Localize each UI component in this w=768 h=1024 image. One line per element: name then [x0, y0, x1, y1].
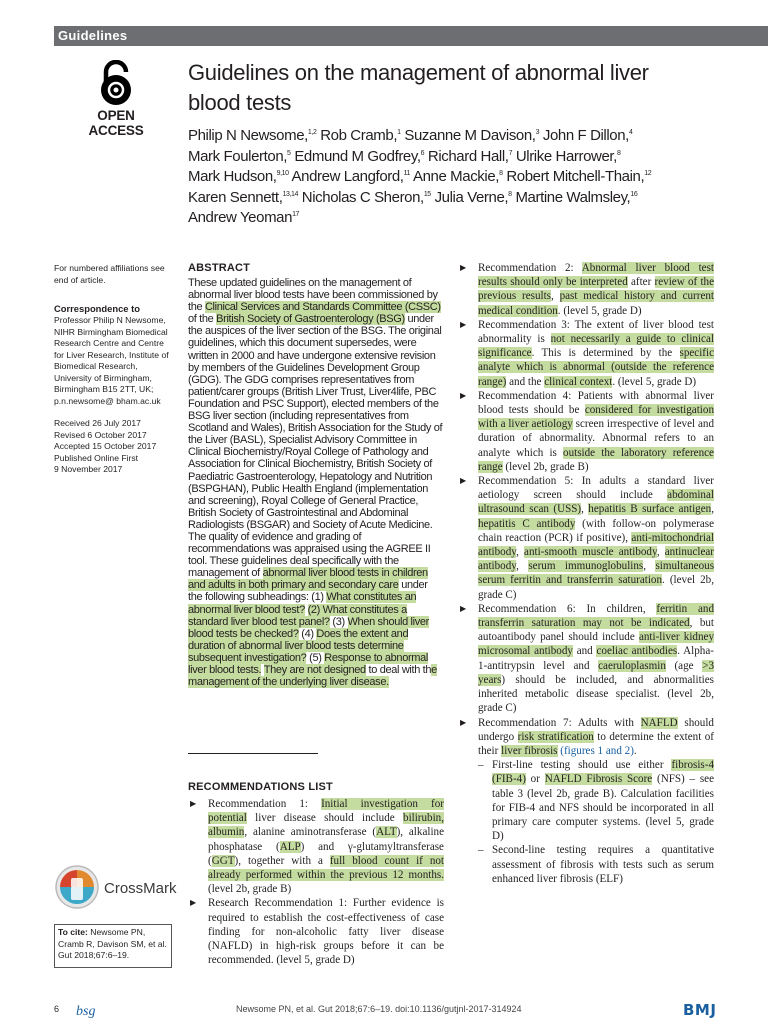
- text-span: Recommendation 5: In adults a standard liver aetiology screen should include: [478, 475, 714, 502]
- highlighted-text: hepatitis C antibody: [478, 517, 576, 530]
- section-label: Guidelines: [58, 28, 128, 43]
- text-span: ,: [581, 503, 589, 516]
- affiliation-number: 8: [499, 170, 503, 177]
- recommendations-column-right: [458, 261, 714, 886]
- page-number: 6: [54, 1004, 60, 1014]
- highlighted-text: abdominal ultrasound scan (USS): [478, 489, 714, 516]
- text-span: (5): [306, 651, 325, 664]
- highlighted-text: ALP: [279, 840, 301, 853]
- author-line: [188, 208, 708, 229]
- text-span: ,: [516, 546, 525, 559]
- open-access-badge: [72, 60, 160, 138]
- recommendation-item: [188, 797, 444, 896]
- text-span: , alanine aminotransferase (: [244, 826, 377, 839]
- text-span: Recommendation 7: Adults with: [478, 716, 641, 729]
- highlighted-text: serum immunoglobulins: [528, 560, 644, 573]
- text-span: (level 2b, grade B): [208, 883, 292, 896]
- text-span: (with follow-on polymerase chain reaction (PCR) if positive),: [478, 517, 715, 544]
- text-span: . (level 2b, grade C): [478, 574, 714, 601]
- affiliation-number: 1: [397, 129, 401, 136]
- crossmark-badge[interactable]: [54, 864, 184, 912]
- highlighted-text: clinical context: [544, 375, 613, 388]
- text-span: Recommendation 2:: [478, 262, 582, 274]
- author-name: Julia Verne,: [430, 188, 509, 206]
- highlighted-text: antinuclear antibody: [478, 546, 714, 573]
- text-span: (4): [298, 627, 317, 640]
- recommendation-item: [458, 602, 714, 716]
- recommendation-item: [458, 261, 714, 318]
- author-name: Karen Sennett,: [188, 188, 283, 206]
- author-name: Richard Hall,: [424, 147, 509, 165]
- highlighted-text: considered for investigation with a liver aetiology: [478, 404, 714, 431]
- recommendation-item: [458, 716, 714, 759]
- text-span: Recommendation 4: Patients with abnormal liver blood tests should be: [478, 389, 714, 417]
- author-name: Edmund M Godfrey,: [290, 147, 421, 165]
- author-line: [188, 126, 708, 147]
- author-name: Anne Mackie,: [410, 168, 500, 185]
- affiliation-number: 5: [287, 149, 291, 157]
- correspondence-heading: Correspondence to: [54, 303, 140, 314]
- text-span: under the auspices of the liver section of the BSG. The original guidelines, which this document supersedes, were written in 2000 and have undergone extensive revision by members of the Guidelines Development Group (GDG). The GDG comprises representatives from patient/carer groups (British Liver Trust, Liver4life, PBC Foundation and PSC Support), elected members of the BSG liver section (including representatives from Scotland and Wales), British Association for the Study of the Liver (BASL), Specialist Advisory Committee in Clinical Biochemistry/Royal College of Pathology and Association for Clinical Biochemistry, British Society of Paediatric Gastroenterology, Hepatology and Nutrition (BSPGHAN), Public Health England (implementation and screening), Royal College of General Practice, British Society of Gastrointestinal and Abdominal Radiologists (BSGAR) and Society of Acute Medicine. The quality of evidence and grading of recommendations was appraised using the AGREE II tool. These guidelines deal specifically with the management of: [188, 313, 443, 580]
- text-span: ) and γ-glutamyltransferase (: [208, 840, 444, 867]
- highlighted-text: fibrosis-4 (FIB-4): [492, 759, 714, 786]
- text-span: ), together with a: [234, 854, 330, 867]
- affiliation-number: 1,2: [307, 129, 317, 136]
- affiliation-number: 3: [535, 129, 540, 136]
- crossmark-label: CrossMark: [104, 880, 177, 897]
- text-span: These updated guidelines on the management of abnormal liver blood tests have been commissioned by the: [188, 277, 438, 314]
- bsg-logo: [74, 1000, 102, 1020]
- text-span: ), alkaline phosphatase (: [208, 826, 444, 853]
- highlighted-text: not necessarily a guide to clinical significance: [478, 333, 714, 360]
- highlighted-text: risk stratification: [517, 730, 594, 743]
- highlighted-text: GGT: [211, 854, 235, 867]
- author-line: [188, 188, 708, 209]
- recommendation-item: [458, 474, 714, 602]
- affiliation-number: 8: [508, 190, 512, 198]
- citation-box: [54, 924, 172, 968]
- recommendation-subitem: [458, 843, 714, 886]
- author-name: Robert Mitchell-Thain,: [502, 168, 645, 185]
- highlighted-text: (2) What constitutes a standard liver blood test panel?: [188, 603, 407, 628]
- divider: [188, 753, 318, 754]
- highlighted-text: British Society of Gastroenterology (BSG): [216, 313, 405, 326]
- open-access-lock-icon: [72, 60, 160, 106]
- citation-label: To cite:: [58, 927, 88, 937]
- highlighted-text: ferritin and transferrin saturation may not be indicated: [478, 602, 714, 630]
- affiliation-number: 9,10: [276, 170, 289, 177]
- text-span: of the: [188, 313, 217, 326]
- text-span: to deal with th: [365, 664, 432, 676]
- author-line: [188, 147, 708, 168]
- highlighted-text: NAFLD Fibrosis Score: [544, 773, 653, 786]
- author-name: John F Dillon,: [539, 127, 629, 144]
- author-name: Philip N Newsome,: [188, 127, 308, 144]
- text-span: ) should be included, and abnormalities inherited metabolic disease specialist. (level 2b, grade C): [478, 673, 714, 715]
- affiliation-number: 7: [508, 149, 513, 157]
- affiliations-note: For numbered affiliations see end of article.: [54, 263, 165, 285]
- citation-text: Newsome PN, Cramb R, Davison SM, et al. Gut 2018;67:6–19.: [58, 927, 167, 960]
- recommendation-subitem: [458, 758, 714, 843]
- highlighted-text: outside the laboratory reference range: [478, 446, 714, 473]
- recommendations-heading: RECOMMENDATIONS LIST: [188, 781, 333, 793]
- highlighted-text: Response to abnormal liver blood tests.: [188, 651, 428, 676]
- highlighted-text: When should liver blood tests be checked?: [188, 615, 429, 640]
- text-span: ,: [656, 546, 665, 559]
- author-name: Nicholas C Sheron,: [298, 188, 424, 206]
- highlighted-text: full blood count if not already performed within the previous 12 months.: [208, 854, 445, 882]
- author-list: [188, 126, 708, 229]
- text-span: . Alpha-1-antitrypsin level and: [478, 645, 714, 672]
- highlighted-text: anti-smooth muscle antibody: [524, 546, 657, 559]
- article-title: [188, 58, 728, 118]
- bsg-logo-text: bsg: [76, 1004, 96, 1019]
- highlighted-text: Initial investigation for potential: [208, 798, 444, 825]
- highlighted-text: simultaneous serum ferritin and transferrin saturation: [478, 560, 715, 587]
- text-span: Recommendation 6: In children,: [478, 602, 657, 615]
- abstract-heading: ABSTRACT: [188, 262, 251, 274]
- bmj-logo: BMJ: [683, 1001, 717, 1019]
- highlighted-text: They are not designed: [263, 664, 366, 676]
- text-span: Recommendation 3: The extent of liver blood test abnormality is: [478, 318, 714, 346]
- author-name: Andrew Langford,: [288, 168, 404, 185]
- highlighted-text: Does the extent and duration of abnormal liver blood tests determine subsequent investigation?: [188, 627, 409, 664]
- affiliation-number: 15: [423, 190, 431, 198]
- highlighted-text: specific analyte which is abnormal (outside the reference range): [478, 347, 714, 388]
- abstract-body: [188, 277, 444, 688]
- highlighted-text: Clinical Services and Standards Committee (CSSC): [204, 301, 441, 314]
- highlighted-text: NAFLD: [640, 716, 678, 729]
- text-span: Recommendation 1:: [208, 798, 322, 810]
- highlighted-text: e management of the underlying liver disease.: [188, 664, 437, 689]
- highlighted-text: anti-mitochondrial antibody: [478, 531, 714, 559]
- text-span: (age: [665, 659, 703, 672]
- affiliation-number: 11: [403, 170, 411, 177]
- date-line: Published Online First: [54, 452, 139, 463]
- title-line: blood tests: [188, 90, 292, 115]
- author-name: Mark Foulerton,: [188, 147, 288, 165]
- highlighted-text: caeruloplasmin: [598, 659, 666, 672]
- text-span: and: [572, 645, 597, 658]
- date-line: Accepted 15 October 2017: [54, 441, 157, 451]
- text-span: should undergo: [478, 716, 714, 743]
- article-dates: [54, 418, 172, 476]
- correspondence-address: Professor Philip N Newsome, NIHR Birmingham Biomedical Research Centre and Centre for Liver Research, Institute of Biomedical Research, University of Birmingham, Birmingham B15 2TT, UK; p.n.newsome@ bham.ac.uk: [54, 315, 169, 406]
- author-line: [188, 167, 708, 188]
- author-name: Suzanne M Davison,: [400, 127, 536, 144]
- text-span: ,: [711, 503, 714, 516]
- text-span: (3): [329, 615, 348, 628]
- text-span: Research Recommendation 1: Further evidence is required to establish the cost-effectiveness of case finding for non-alcoholic fatty liver disease (NAFLD) in high-risk groups before it can be recommended. (level 5, grade D): [208, 897, 444, 967]
- footer-citation: Newsome PN, et al. Gut 2018;67:6–19. doi:10.1136/gutjnl-2017-314924: [236, 1004, 522, 1014]
- highlighted-text: past medical history and current medical condition: [478, 290, 714, 317]
- text-span: and the: [506, 375, 545, 388]
- text-span: . This is determined by the: [531, 347, 680, 360]
- author-name: Martine Walmsley,: [511, 188, 631, 206]
- text-span: liver disease should include: [246, 812, 404, 825]
- highlighted-text: bilirubin, albumin: [208, 812, 444, 839]
- date-line: Revised 6 October 2017: [54, 429, 147, 440]
- section-header-bar: [54, 26, 768, 46]
- recommendation-item: [458, 318, 714, 389]
- crossmark-icon: [54, 864, 100, 910]
- highlighted-text: Abnormal liver blood test results should only be interpreted: [478, 262, 714, 289]
- text-span: . (level 5, grade D): [612, 375, 697, 388]
- text-span: ,: [516, 560, 529, 573]
- highlighted-text: hepatitis B surface antigen: [588, 503, 712, 516]
- highlighted-text: >3 years: [478, 659, 714, 686]
- text-span: ,: [643, 560, 656, 573]
- highlighted-text: review of the previous results: [478, 276, 714, 303]
- text-span: or: [525, 773, 545, 786]
- open-access-label: OPEN ACCESS: [88, 108, 144, 138]
- highlighted-text: What constitutes an abnormal liver blood test?: [188, 591, 417, 616]
- highlighted-text: coeliac antibodies: [596, 645, 678, 658]
- text-span: after: [627, 276, 655, 289]
- affiliation-number: 4: [628, 129, 633, 136]
- highlighted-text: liver fibrosis: [501, 744, 558, 757]
- recommendation-item: [458, 389, 714, 474]
- text-span: , but autoantibody panel should include: [478, 617, 714, 644]
- text-span: screen irrespective of level and duration of abnormality. Abnormal refers to an analyte which is: [478, 418, 714, 459]
- author-name: Mark Hudson,: [188, 168, 277, 185]
- text-span: to determine the extent of their: [478, 730, 714, 757]
- highlighted-text: anti-liver kidney microsomal antibody: [478, 631, 714, 658]
- affiliation-number: 6: [420, 149, 425, 157]
- author-name: Andrew Yeoman: [188, 209, 293, 226]
- affiliation-number: 12: [644, 170, 652, 177]
- author-name: Ulrike Harrower,: [512, 147, 617, 165]
- affiliation-number: 17: [292, 211, 300, 218]
- text-span: ,: [550, 290, 560, 303]
- recommendations-column-left: [188, 797, 444, 967]
- recommendation-item: [188, 896, 444, 967]
- text-span: (level 2b, grade B): [502, 460, 589, 473]
- affiliation-number: 13,14: [282, 190, 299, 198]
- figure-link[interactable]: (figures 1 and 2): [560, 744, 634, 757]
- text-span: Second-line testing requires a quantitative assessment of fibrosis with tests such as serum enhanced liver fibrosis (ELF): [492, 844, 714, 885]
- date-line: 9 November 2017: [54, 464, 123, 474]
- text-span: (NFS) – see table 3 (level 2b, grade B). Calculation facilities for FIB-4 and NFS should be incorporated in all primary care computer systems. (level 5, grade D): [492, 773, 714, 843]
- author-name: Rob Cramb,: [316, 127, 398, 144]
- highlighted-text: ALT: [376, 826, 397, 839]
- date-line: Received 26 July 2017: [54, 418, 141, 428]
- text-span: First-line testing should use either: [492, 759, 672, 772]
- affiliation-number: 16: [630, 190, 638, 198]
- text-span: .: [633, 744, 637, 757]
- affiliation-number: 8: [616, 149, 621, 157]
- highlighted-text: abnormal liver blood tests in children and adults in both primary and secondary care: [188, 567, 428, 592]
- title-line: Guidelines on the management of abnormal liver: [188, 60, 649, 85]
- text-span: under the following subheadings: (1): [188, 579, 428, 604]
- text-span: . (level 5, grade D): [557, 304, 642, 317]
